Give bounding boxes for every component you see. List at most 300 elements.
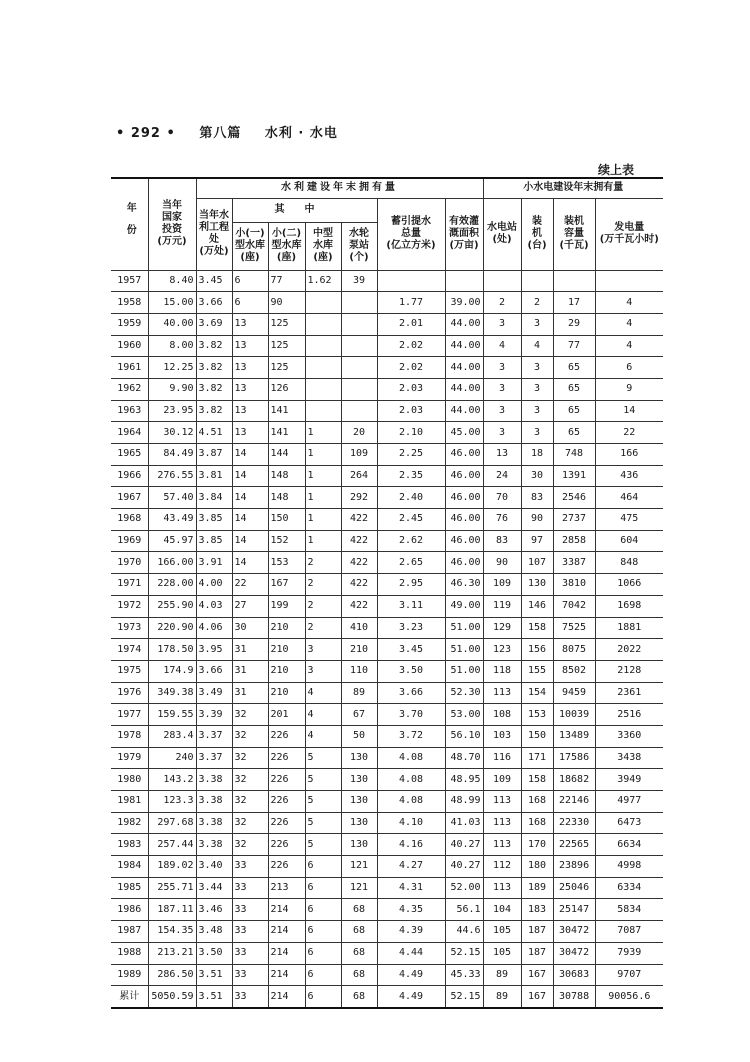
cell-investment: 8.40 xyxy=(148,270,196,292)
cell-units: 83 xyxy=(521,487,553,509)
cell-generation: 7939 xyxy=(595,942,663,964)
cell-storage: 2.02 xyxy=(377,335,445,357)
cell-units: 155 xyxy=(521,660,553,682)
cell-units: 168 xyxy=(521,812,553,834)
cell-projects: 3.66 xyxy=(196,660,232,682)
cell-medium: 6 xyxy=(305,877,341,899)
cell-year: 1989 xyxy=(111,964,148,986)
cell-year: 1962 xyxy=(111,378,148,400)
cell-small-type-2: 214 xyxy=(268,964,305,986)
cell-capacity: 77 xyxy=(553,335,595,357)
cell-projects: 3.82 xyxy=(196,378,232,400)
cell-small-type-1: 31 xyxy=(232,682,268,704)
cell-investment: 8.00 xyxy=(148,335,196,357)
cell-irrigation: 46.00 xyxy=(445,530,483,552)
cell-small-type-1: 32 xyxy=(232,812,268,834)
cell-small-type-2: 226 xyxy=(268,812,305,834)
cell-generation: 3949 xyxy=(595,769,663,791)
cell-year: 1985 xyxy=(111,877,148,899)
cell-storage: 4.44 xyxy=(377,942,445,964)
cell-investment: 159.55 xyxy=(148,704,196,726)
cell-generation: 14 xyxy=(595,400,663,422)
cell-units: 3 xyxy=(521,378,553,400)
total-row xyxy=(111,986,663,1008)
cell-stations xyxy=(483,270,521,292)
cell-capacity: 3810 xyxy=(553,574,595,596)
table-header xyxy=(111,178,663,270)
cell-irrigation: 48.70 xyxy=(445,747,483,769)
total-cell-small-type-1: 33 xyxy=(232,986,268,1008)
section-label: 第八篇 xyxy=(199,126,242,141)
cell-stations: 3 xyxy=(483,422,521,444)
cell-small-type-2: 125 xyxy=(268,357,305,379)
cell-generation: 3438 xyxy=(595,747,663,769)
cell-irrigation: 40.27 xyxy=(445,834,483,856)
cell-investment: 43.49 xyxy=(148,509,196,531)
cell-units: 90 xyxy=(521,509,553,531)
cell-small-type-2: 126 xyxy=(268,378,305,400)
cell-small-type-1: 14 xyxy=(232,509,268,531)
cell-medium xyxy=(305,400,341,422)
table-row xyxy=(111,725,663,747)
table-row xyxy=(111,422,663,444)
cell-medium xyxy=(305,292,341,314)
col-stations: 水电站 (处) xyxy=(483,198,521,270)
cell-stations: 76 xyxy=(483,509,521,531)
cell-turbine: 130 xyxy=(341,791,377,813)
cell-generation: 2361 xyxy=(595,682,663,704)
cell-small-type-2: 141 xyxy=(268,422,305,444)
cell-small-type-2: 148 xyxy=(268,487,305,509)
cell-small-type-2: 210 xyxy=(268,639,305,661)
cell-projects: 3.45 xyxy=(196,270,232,292)
cell-small-type-2: 125 xyxy=(268,335,305,357)
cell-stations: 113 xyxy=(483,877,521,899)
cell-units: 3 xyxy=(521,400,553,422)
cell-year: 1981 xyxy=(111,791,148,813)
cell-turbine: 422 xyxy=(341,509,377,531)
cell-generation xyxy=(595,270,663,292)
cell-irrigation: 51.00 xyxy=(445,639,483,661)
cell-investment: 228.00 xyxy=(148,574,196,596)
table-row xyxy=(111,335,663,357)
cell-projects: 3.66 xyxy=(196,292,232,314)
cell-generation: 6 xyxy=(595,357,663,379)
cell-generation: 464 xyxy=(595,487,663,509)
table-row xyxy=(111,899,663,921)
cell-stations: 13 xyxy=(483,444,521,466)
col-capacity: 装机 容量 (千瓦) xyxy=(553,198,595,270)
cell-storage: 2.03 xyxy=(377,400,445,422)
cell-projects: 4.51 xyxy=(196,422,232,444)
cell-medium: 5 xyxy=(305,791,341,813)
cell-medium: 5 xyxy=(305,747,341,769)
cell-projects: 3.82 xyxy=(196,335,232,357)
cell-investment: 154.35 xyxy=(148,921,196,943)
table-body xyxy=(111,270,663,1008)
cell-small-type-1: 14 xyxy=(232,487,268,509)
cell-projects: 3.69 xyxy=(196,313,232,335)
cell-turbine: 422 xyxy=(341,530,377,552)
cell-year: 1964 xyxy=(111,422,148,444)
cell-medium: 4 xyxy=(305,704,341,726)
cell-generation: 5834 xyxy=(595,899,663,921)
cell-turbine: 68 xyxy=(341,964,377,986)
cell-turbine: 110 xyxy=(341,660,377,682)
cell-small-type-1: 13 xyxy=(232,313,268,335)
cell-stations: 3 xyxy=(483,357,521,379)
table-row xyxy=(111,552,663,574)
cell-small-type-1: 33 xyxy=(232,877,268,899)
cell-small-type-2: 226 xyxy=(268,769,305,791)
cell-irrigation: 56.1 xyxy=(445,899,483,921)
cell-projects: 3.38 xyxy=(196,834,232,856)
table-row xyxy=(111,639,663,661)
cell-generation: 9 xyxy=(595,378,663,400)
cell-year: 1977 xyxy=(111,704,148,726)
cell-stations: 105 xyxy=(483,942,521,964)
cell-stations: 113 xyxy=(483,834,521,856)
cell-units: 2 xyxy=(521,292,553,314)
cell-capacity: 3387 xyxy=(553,552,595,574)
cell-capacity: 65 xyxy=(553,357,595,379)
cell-units: 158 xyxy=(521,617,553,639)
cell-generation: 4977 xyxy=(595,791,663,813)
table-row xyxy=(111,357,663,379)
cell-small-type-1: 33 xyxy=(232,921,268,943)
cell-year: 1958 xyxy=(111,292,148,314)
cell-medium: 5 xyxy=(305,812,341,834)
cell-investment: 12.25 xyxy=(148,357,196,379)
cell-investment: 283.4 xyxy=(148,725,196,747)
cell-year: 1967 xyxy=(111,487,148,509)
cell-small-type-2: 226 xyxy=(268,747,305,769)
cell-capacity: 8502 xyxy=(553,660,595,682)
cell-medium: 1 xyxy=(305,487,341,509)
cell-investment: 297.68 xyxy=(148,812,196,834)
cell-projects: 3.95 xyxy=(196,639,232,661)
cell-storage: 2.25 xyxy=(377,444,445,466)
cell-small-type-1: 14 xyxy=(232,465,268,487)
cell-capacity: 1391 xyxy=(553,465,595,487)
cell-investment: 57.40 xyxy=(148,487,196,509)
cell-units: 3 xyxy=(521,313,553,335)
cell-projects: 3.82 xyxy=(196,400,232,422)
cell-capacity: 17 xyxy=(553,292,595,314)
cell-turbine: 121 xyxy=(341,877,377,899)
cell-storage: 4.49 xyxy=(377,964,445,986)
cell-generation: 6473 xyxy=(595,812,663,834)
cell-storage: 2.10 xyxy=(377,422,445,444)
cell-medium xyxy=(305,313,341,335)
cell-capacity: 2737 xyxy=(553,509,595,531)
cell-small-type-1: 14 xyxy=(232,552,268,574)
cell-turbine: 422 xyxy=(341,552,377,574)
cell-irrigation: 44.00 xyxy=(445,378,483,400)
cell-turbine: 410 xyxy=(341,617,377,639)
cell-capacity: 65 xyxy=(553,400,595,422)
cell-turbine: 68 xyxy=(341,921,377,943)
cell-turbine xyxy=(341,400,377,422)
cell-investment: 9.90 xyxy=(148,378,196,400)
cell-stations: 129 xyxy=(483,617,521,639)
cell-storage: 2.35 xyxy=(377,465,445,487)
cell-year: 1987 xyxy=(111,921,148,943)
cell-small-type-1: 33 xyxy=(232,942,268,964)
cell-capacity: 17586 xyxy=(553,747,595,769)
cell-small-type-2: 150 xyxy=(268,509,305,531)
cell-small-type-1: 32 xyxy=(232,725,268,747)
total-cell-turbine: 68 xyxy=(341,986,377,1008)
cell-small-type-1: 31 xyxy=(232,639,268,661)
cell-small-type-2: 90 xyxy=(268,292,305,314)
cell-year: 1957 xyxy=(111,270,148,292)
cell-storage: 1.77 xyxy=(377,292,445,314)
cell-storage: 3.45 xyxy=(377,639,445,661)
cell-investment: 257.44 xyxy=(148,834,196,856)
table-row xyxy=(111,964,663,986)
cell-generation: 436 xyxy=(595,465,663,487)
cell-stations: 3 xyxy=(483,378,521,400)
cell-turbine: 130 xyxy=(341,834,377,856)
cell-projects: 4.06 xyxy=(196,617,232,639)
cell-year: 1968 xyxy=(111,509,148,531)
cell-capacity: 29 xyxy=(553,313,595,335)
cell-turbine: 422 xyxy=(341,574,377,596)
cell-investment: 255.71 xyxy=(148,877,196,899)
col-irrigation: 有效灌 溉面积 (万亩) xyxy=(445,198,483,270)
cell-generation: 2516 xyxy=(595,704,663,726)
cell-medium: 6 xyxy=(305,899,341,921)
cell-stations: 3 xyxy=(483,400,521,422)
cell-projects: 3.44 xyxy=(196,877,232,899)
cell-small-type-1: 33 xyxy=(232,899,268,921)
table-row xyxy=(111,812,663,834)
cell-storage: 4.08 xyxy=(377,747,445,769)
table-row xyxy=(111,595,663,617)
cell-storage: 2.03 xyxy=(377,378,445,400)
cell-irrigation xyxy=(445,270,483,292)
cell-irrigation: 52.15 xyxy=(445,942,483,964)
total-cell-storage: 4.49 xyxy=(377,986,445,1008)
cell-stations: 24 xyxy=(483,465,521,487)
cell-year: 1971 xyxy=(111,574,148,596)
cell-projects: 3.87 xyxy=(196,444,232,466)
cell-small-type-1: 6 xyxy=(232,270,268,292)
cell-small-type-1: 33 xyxy=(232,964,268,986)
cell-storage: 4.39 xyxy=(377,921,445,943)
cell-generation: 4 xyxy=(595,313,663,335)
cell-small-type-2: 153 xyxy=(268,552,305,574)
cell-stations: 112 xyxy=(483,856,521,878)
cell-units: 18 xyxy=(521,444,553,466)
cell-irrigation: 52.00 xyxy=(445,877,483,899)
cell-capacity: 30472 xyxy=(553,921,595,943)
cell-investment: 23.95 xyxy=(148,400,196,422)
cell-medium: 5 xyxy=(305,769,341,791)
cell-capacity: 65 xyxy=(553,378,595,400)
cell-turbine: 130 xyxy=(341,747,377,769)
table-row xyxy=(111,509,663,531)
cell-irrigation: 53.00 xyxy=(445,704,483,726)
group-of-which: 其中 xyxy=(232,198,377,222)
cell-capacity: 22146 xyxy=(553,791,595,813)
cell-generation: 9707 xyxy=(595,964,663,986)
cell-medium: 4 xyxy=(305,682,341,704)
cell-year: 1969 xyxy=(111,530,148,552)
total-cell-medium: 6 xyxy=(305,986,341,1008)
cell-irrigation: 51.00 xyxy=(445,660,483,682)
cell-capacity: 2858 xyxy=(553,530,595,552)
cell-units xyxy=(521,270,553,292)
group-water-conservancy: 水利建设年末拥有量 xyxy=(196,178,483,198)
cell-turbine: 130 xyxy=(341,812,377,834)
cell-irrigation: 46.00 xyxy=(445,552,483,574)
cell-small-type-2: 152 xyxy=(268,530,305,552)
cell-turbine: 68 xyxy=(341,899,377,921)
cell-generation: 2022 xyxy=(595,639,663,661)
cell-small-type-2: 210 xyxy=(268,660,305,682)
cell-investment: 213.21 xyxy=(148,942,196,964)
col-medium: 中型 水库 (座) xyxy=(305,222,341,270)
cell-investment: 220.90 xyxy=(148,617,196,639)
cell-year: 1970 xyxy=(111,552,148,574)
cell-capacity xyxy=(553,270,595,292)
cell-small-type-1: 13 xyxy=(232,400,268,422)
table-row xyxy=(111,444,663,466)
cell-small-type-2: 125 xyxy=(268,313,305,335)
cell-units: 187 xyxy=(521,921,553,943)
cell-generation: 166 xyxy=(595,444,663,466)
cell-turbine xyxy=(341,378,377,400)
cell-investment: 178.50 xyxy=(148,639,196,661)
cell-stations: 113 xyxy=(483,682,521,704)
cell-year: 1976 xyxy=(111,682,148,704)
cell-small-type-1: 27 xyxy=(232,595,268,617)
cell-small-type-2: 167 xyxy=(268,574,305,596)
cell-projects: 3.39 xyxy=(196,704,232,726)
cell-small-type-2: 214 xyxy=(268,921,305,943)
cell-units: 146 xyxy=(521,595,553,617)
cell-storage: 3.11 xyxy=(377,595,445,617)
cell-investment: 40.00 xyxy=(148,313,196,335)
cell-turbine xyxy=(341,357,377,379)
cell-units: 153 xyxy=(521,704,553,726)
cell-units: 130 xyxy=(521,574,553,596)
cell-turbine: 68 xyxy=(341,942,377,964)
cell-medium: 2 xyxy=(305,595,341,617)
cell-projects: 3.51 xyxy=(196,964,232,986)
cell-medium: 2 xyxy=(305,617,341,639)
cell-small-type-2: 226 xyxy=(268,791,305,813)
cell-irrigation: 44.00 xyxy=(445,357,483,379)
cell-small-type-1: 32 xyxy=(232,704,268,726)
cell-year: 1983 xyxy=(111,834,148,856)
cell-irrigation: 41.03 xyxy=(445,812,483,834)
cell-turbine: 109 xyxy=(341,444,377,466)
col-units: 装 机 (台) xyxy=(521,198,553,270)
cell-small-type-2: 210 xyxy=(268,682,305,704)
cell-irrigation: 56.10 xyxy=(445,725,483,747)
cell-storage: 3.72 xyxy=(377,725,445,747)
cell-small-type-1: 22 xyxy=(232,574,268,596)
cell-medium: 3 xyxy=(305,660,341,682)
cell-storage: 2.45 xyxy=(377,509,445,531)
cell-medium: 1 xyxy=(305,422,341,444)
cell-small-type-1: 32 xyxy=(232,747,268,769)
cell-stations: 103 xyxy=(483,725,521,747)
cell-small-type-2: 226 xyxy=(268,856,305,878)
cell-irrigation: 44.00 xyxy=(445,335,483,357)
cell-storage xyxy=(377,270,445,292)
total-cell-stations: 89 xyxy=(483,986,521,1008)
page-number: • 292 • xyxy=(116,126,176,141)
cell-small-type-1: 13 xyxy=(232,422,268,444)
cell-generation: 4998 xyxy=(595,856,663,878)
cell-medium: 5 xyxy=(305,834,341,856)
col-turbine: 水轮 泵站 (个) xyxy=(341,222,377,270)
cell-capacity: 30683 xyxy=(553,964,595,986)
cell-irrigation: 46.00 xyxy=(445,444,483,466)
cell-units: 168 xyxy=(521,791,553,813)
cell-small-type-2: 77 xyxy=(268,270,305,292)
cell-units: 180 xyxy=(521,856,553,878)
col-storage: 蓄引提水 总量 (亿立方米) xyxy=(377,198,445,270)
cell-small-type-1: 13 xyxy=(232,378,268,400)
cell-investment: 174.9 xyxy=(148,660,196,682)
cell-irrigation: 46.00 xyxy=(445,465,483,487)
table-row xyxy=(111,660,663,682)
cell-year: 1984 xyxy=(111,856,148,878)
cell-stations: 108 xyxy=(483,704,521,726)
cell-turbine xyxy=(341,292,377,314)
cell-units: 167 xyxy=(521,964,553,986)
cell-storage: 4.10 xyxy=(377,812,445,834)
cell-units: 189 xyxy=(521,877,553,899)
cell-turbine xyxy=(341,335,377,357)
cell-generation: 1698 xyxy=(595,595,663,617)
cell-capacity: 65 xyxy=(553,422,595,444)
cell-small-type-2: 201 xyxy=(268,704,305,726)
cell-stations: 119 xyxy=(483,595,521,617)
table-row xyxy=(111,704,663,726)
cell-storage: 2.01 xyxy=(377,313,445,335)
cell-capacity: 25046 xyxy=(553,877,595,899)
col-generation: 发电量 (万千瓦小时) xyxy=(595,198,663,270)
cell-medium: 6 xyxy=(305,856,341,878)
cell-irrigation: 45.00 xyxy=(445,422,483,444)
cell-small-type-1: 13 xyxy=(232,357,268,379)
cell-stations: 118 xyxy=(483,660,521,682)
cell-stations: 4 xyxy=(483,335,521,357)
cell-capacity: 22565 xyxy=(553,834,595,856)
cell-units: 150 xyxy=(521,725,553,747)
cell-irrigation: 39.00 xyxy=(445,292,483,314)
cell-investment: 276.55 xyxy=(148,465,196,487)
cell-generation: 4 xyxy=(595,292,663,314)
cell-generation: 604 xyxy=(595,530,663,552)
cell-storage: 3.70 xyxy=(377,704,445,726)
cell-investment: 143.2 xyxy=(148,769,196,791)
cell-projects: 3.81 xyxy=(196,465,232,487)
section-title: 水利 · 水电 xyxy=(264,126,338,141)
cell-stations: 105 xyxy=(483,921,521,943)
table-row xyxy=(111,465,663,487)
cell-small-type-2: 210 xyxy=(268,617,305,639)
cell-investment: 286.50 xyxy=(148,964,196,986)
cell-small-type-2: 144 xyxy=(268,444,305,466)
cell-medium: 1 xyxy=(305,530,341,552)
